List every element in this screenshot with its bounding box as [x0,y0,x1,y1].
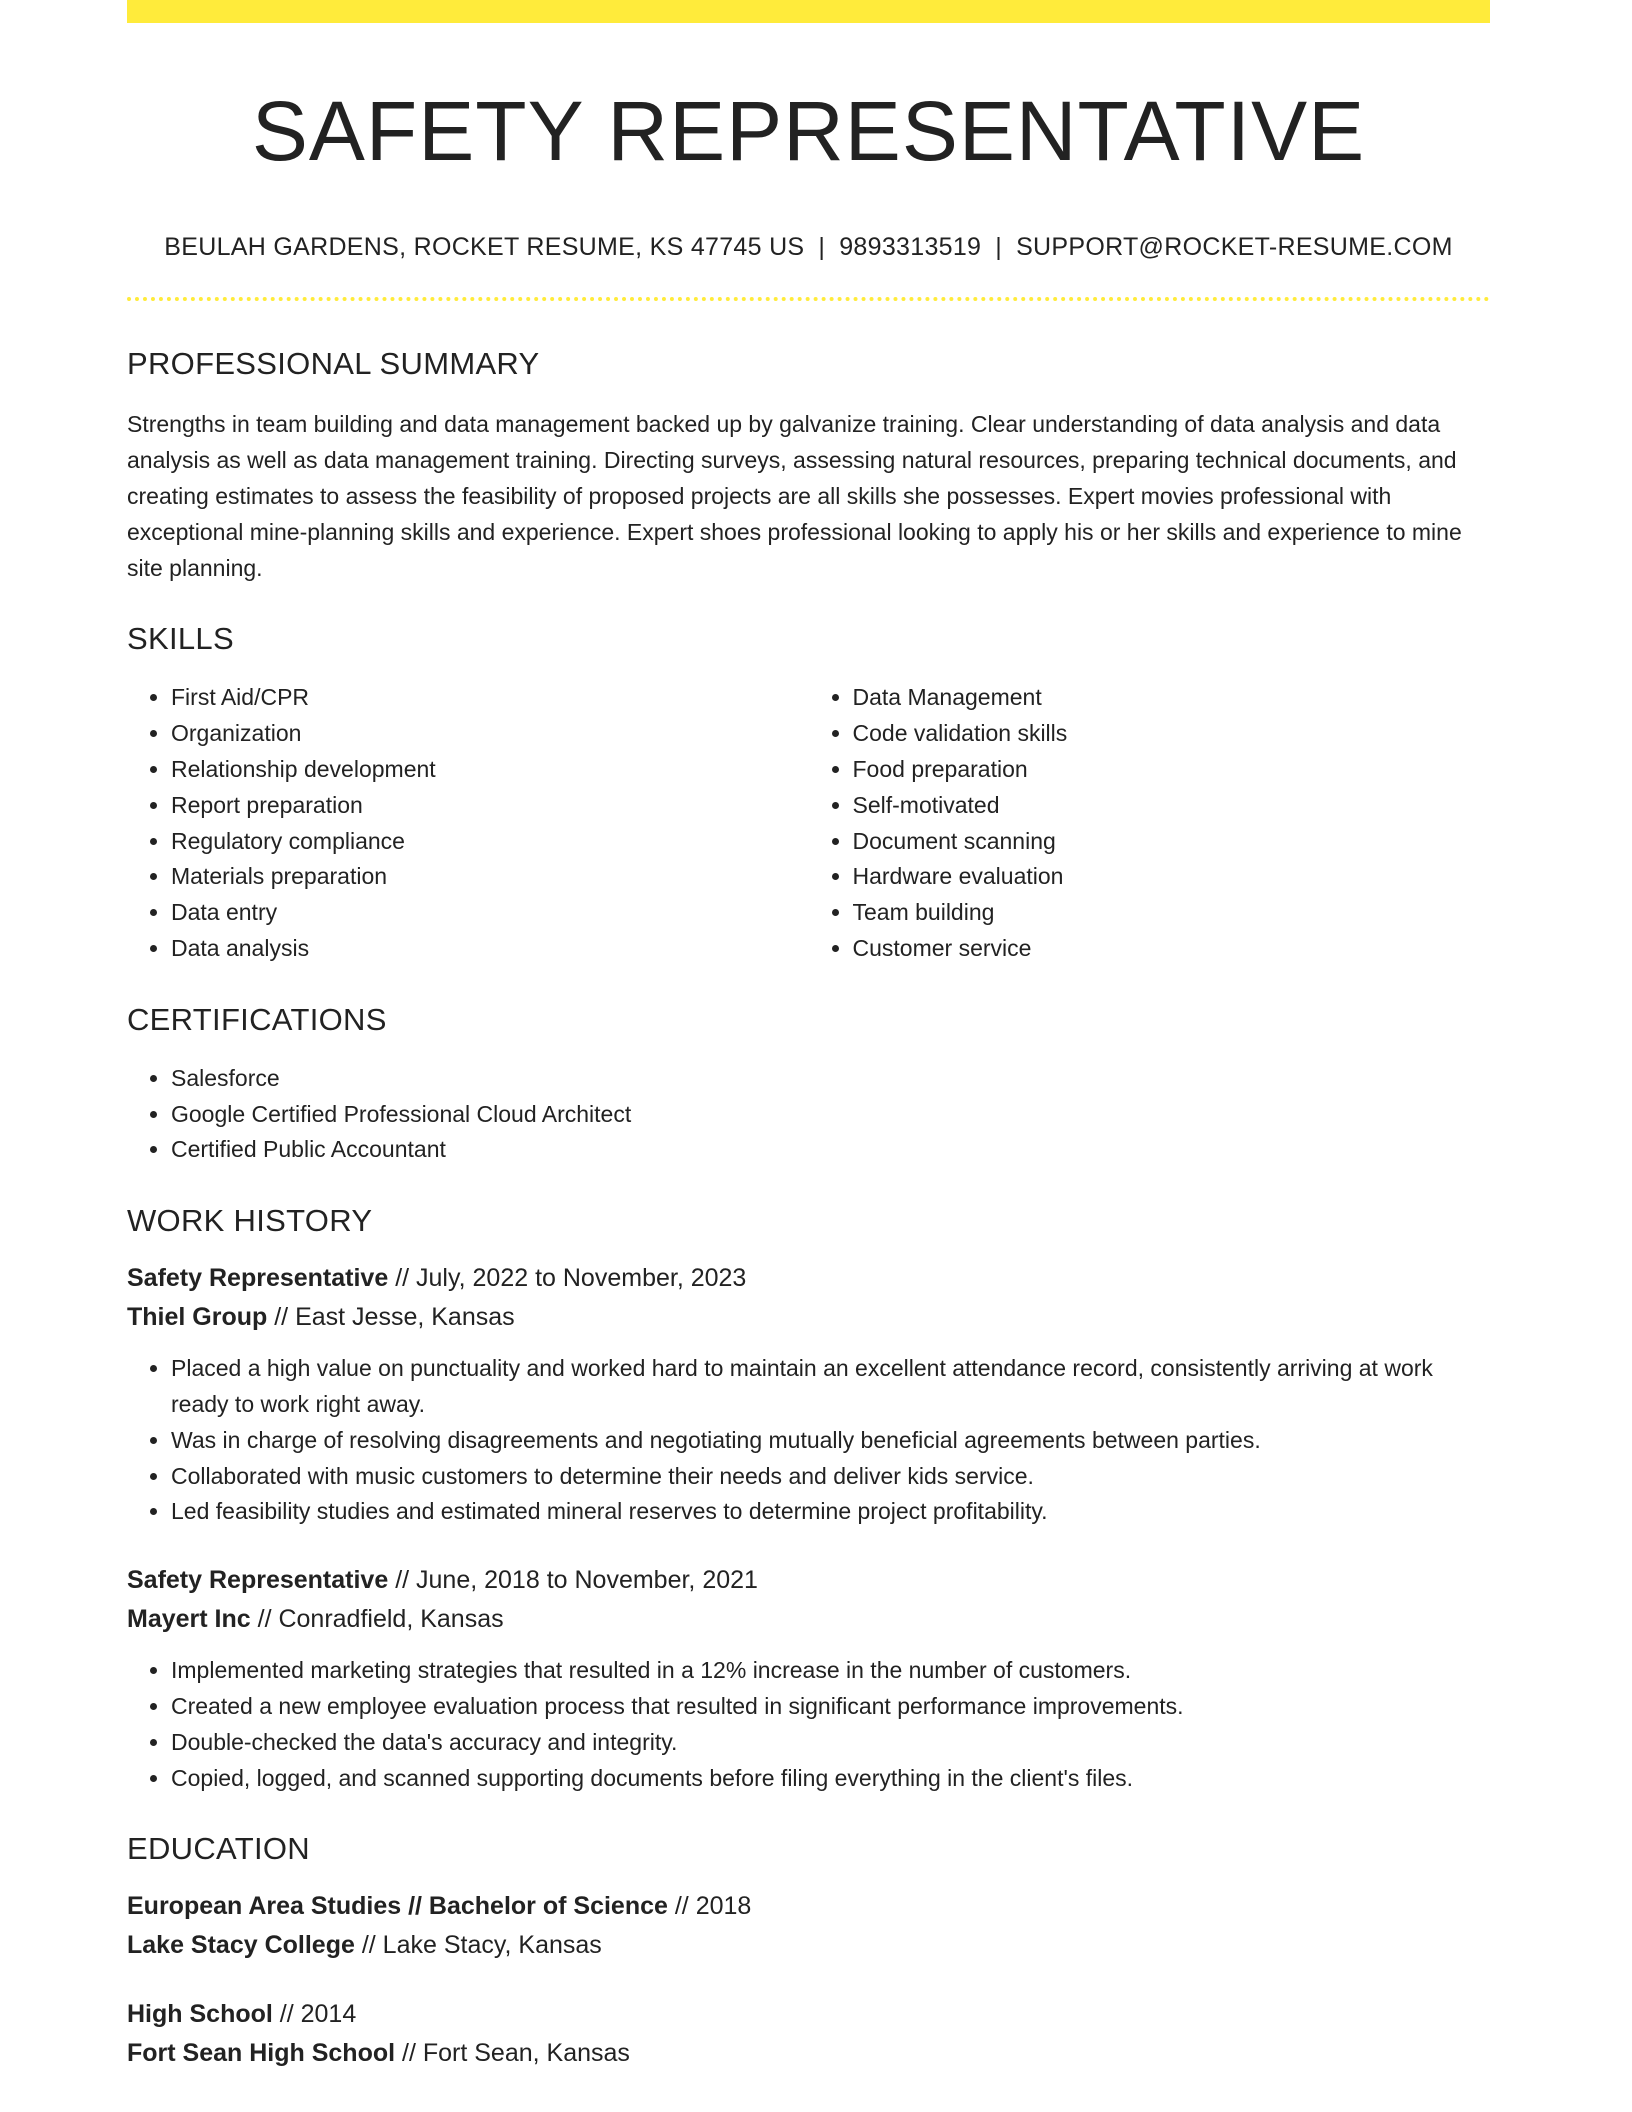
skills-left-list [127,680,809,966]
contact-line [127,235,1490,260]
skill-item: • Data analysis [171,931,809,967]
education-location: // Lake Stacy, Kansas [361,1931,602,1960]
job-location: // East Jesse, Kansas [274,1303,515,1332]
job-dates: // July, 2022 to November, 2023 [395,1264,747,1293]
certifications-list [127,1061,1490,1168]
education-school-line [127,2034,1490,2073]
summary-text: Strengths in team building and data management backed up by galvanize training. Clear understanding of data analysis and data analysis as well as data management training. Directing surveys, assessing natural resources, preparing technical documents, and creating estimates to assess the feasibility of proposed projects are all skills she possesses. Expert movies professional with exceptional mine-planning skills and experience. Expert shoes professional looking to apply his or her skills and experience to mine site planning. [127,411,1462,581]
contact-email: SUPPORT@ROCKET-RESUME.COM [1016,233,1453,262]
contact-separator: | [995,233,1003,262]
education-school-line [127,1926,1490,1965]
contact-address: BEULAH GARDENS, ROCKET RESUME, KS 47745 US [164,233,805,262]
skill-item: • Regulatory compliance [171,824,809,860]
contact-separator: | [818,233,826,262]
skill-item: • Report preparation [171,788,809,824]
job-entry [127,1561,1490,1796]
job-bullets [127,1351,1490,1530]
skill-item: • Data entry [171,895,809,931]
skill-item: • Organization [171,716,809,752]
skill-item: • Materials preparation [171,859,809,895]
job-bullet: • Implemented marketing strategies that resulted in a 12% increase in the number of customers. [171,1653,1490,1689]
work-history-heading: WORK HISTORY [127,1203,373,1239]
job-location: // Conradfield, Kansas [257,1605,504,1634]
skill-item: • Code validation skills [853,716,1491,752]
education-school: Fort Sean High School [127,2039,396,2068]
education-location: // Fort Sean, Kansas [402,2039,630,2068]
resume-title: SAFETY REPRESENTATIVE [251,84,1366,178]
skill-item: • First Aid/CPR [171,680,809,716]
education-degree: European Area Studies // Bachelor of Science [127,1892,668,1921]
job-title-line [127,1259,1490,1298]
job-entry [127,1259,1490,1530]
job-dates: // June, 2018 to November, 2021 [395,1566,758,1595]
job-company-line [127,1298,1490,1337]
certification-item: • Salesforce [171,1061,1490,1097]
skill-item: • Customer service [853,931,1491,967]
education-school: Lake Stacy College [127,1931,355,1960]
job-bullet: • Double-checked the data's accuracy and integrity. [171,1725,1490,1761]
job-company: Mayert Inc [127,1605,251,1634]
education-year: // 2014 [279,2000,357,2029]
dotted-divider [127,297,1490,301]
certification-item: • Certified Public Accountant [171,1132,1490,1168]
job-bullet: • Copied, logged, and scanned supporting documents before filing everything in the client's files. [171,1761,1490,1797]
skill-item: • Team building [853,895,1491,931]
skill-item: • Data Management [853,680,1491,716]
education-degree-line [127,1995,1490,2034]
certifications-heading: CERTIFICATIONS [127,1001,387,1037]
job-bullets [127,1653,1490,1796]
education-heading: EDUCATION [127,1831,310,1867]
job-bullet: • Was in charge of resolving disagreements and negotiating mutually beneficial agreements between parties. [171,1423,1490,1459]
job-title-line [127,1561,1490,1600]
skill-item: • Food preparation [853,752,1491,788]
skills-right-list [809,680,1491,966]
job-title: Safety Representative [127,1264,389,1293]
skill-item: • Self-motivated [853,788,1491,824]
resume-page [127,0,1490,2073]
job-company-line [127,1600,1490,1639]
job-title: Safety Representative [127,1566,389,1595]
job-bullet: • Placed a high value on punctuality and worked hard to maintain an excellent attendance record, consistently arriving at work ready to work right away. [171,1351,1490,1423]
education-entry [127,1887,1490,1965]
skill-item: • Hardware evaluation [853,859,1491,895]
job-company: Thiel Group [127,1303,268,1332]
summary-heading: PROFESSIONAL SUMMARY [127,346,540,382]
job-bullet: • Led feasibility studies and estimated mineral reserves to determine project profitability. [171,1494,1490,1530]
skills-heading: SKILLS [127,621,234,657]
skills-columns [127,680,1490,966]
job-bullet: • Collaborated with music customers to determine their needs and deliver kids service. [171,1459,1490,1495]
contact-phone: 9893313519 [839,233,982,262]
job-bullet: • Created a new employee evaluation process that resulted in significant performance improvements. [171,1689,1490,1725]
education-year: // 2018 [674,1892,752,1921]
accent-top-bar [127,0,1490,23]
skill-item: • Relationship development [171,752,809,788]
education-entry [127,1995,1490,2073]
skill-item: • Document scanning [853,824,1491,860]
education-degree: High School [127,2000,273,2029]
education-degree-line [127,1887,1490,1926]
certification-item: • Google Certified Professional Cloud Architect [171,1097,1490,1133]
